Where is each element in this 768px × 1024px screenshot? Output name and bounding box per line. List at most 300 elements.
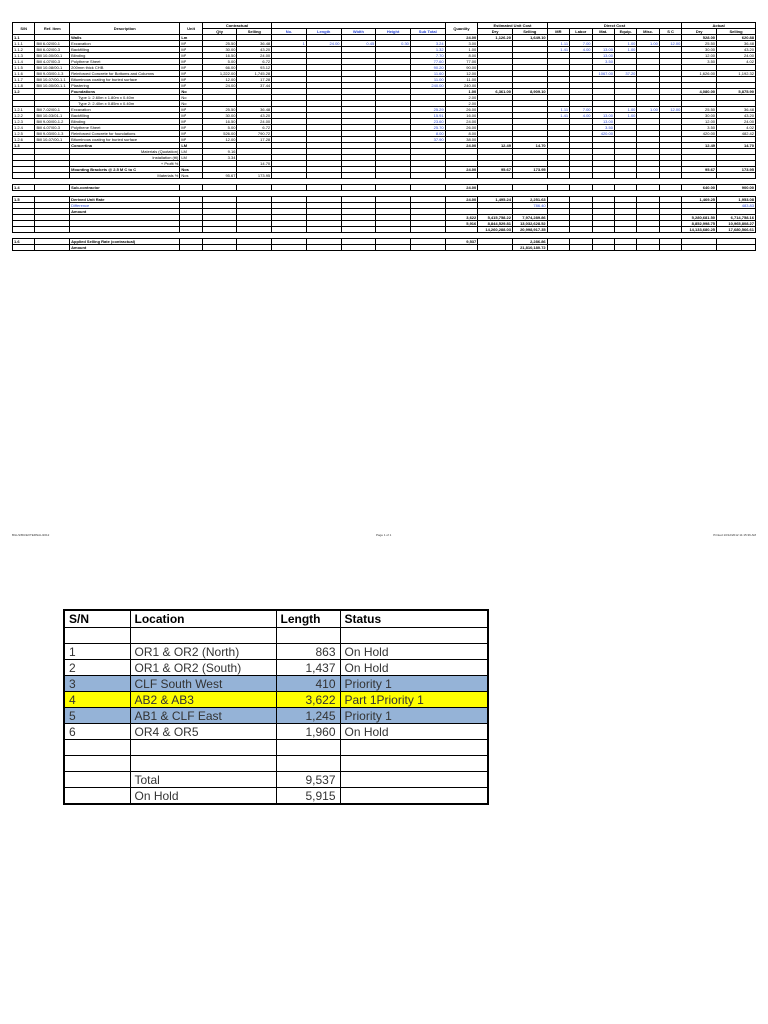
cell-act-selling: 1,192.32: [717, 71, 756, 77]
cell-quantity: 24.00: [445, 35, 478, 41]
summary-cell-location: AB1 & CLF East: [130, 708, 276, 724]
cell-sn: 1.2: [13, 89, 35, 95]
cell-sn: 1.1.8: [13, 83, 35, 89]
cell-ref: Bill 10-03/01-1: [35, 113, 70, 119]
cell-act-dry: 3.50: [682, 59, 717, 65]
cell-est-selling: 7,974,289.86: [512, 215, 547, 221]
footer-center: Page 1 of 1: [376, 533, 392, 537]
cell-contract-selling: 43.20: [237, 113, 272, 119]
summary-cell-location: OR1 & OR2 (South): [130, 660, 276, 676]
cell-act-dry: 95.67: [682, 167, 717, 173]
cell-equip: 1.00: [614, 41, 636, 47]
cell-equip: 37.20: [614, 71, 636, 77]
header-contractual: Contractual: [202, 23, 271, 29]
cell-contract-selling: 14.70: [237, 161, 272, 167]
cell-subtotal: 25.29: [410, 107, 445, 113]
cell-subtotal: 3.24: [410, 41, 445, 47]
summary-row: [64, 628, 488, 644]
summary-cell-sn: [64, 740, 130, 756]
cell-sn: 1.1.3: [13, 53, 35, 59]
cell-sn: 1.2.3: [13, 119, 35, 125]
summary-cell-location: OR4 & OR5: [130, 724, 276, 740]
summary-row: [64, 724, 488, 740]
cell-unit: M³: [180, 41, 202, 47]
header-misc: Misc.: [637, 29, 659, 35]
summary-cell-length: [276, 756, 340, 772]
cell-mr: 1.11: [547, 41, 569, 47]
cell-contract-selling: 93.12: [237, 65, 272, 71]
header-length: Length: [306, 29, 341, 35]
cell-subtotal: 240.00: [410, 83, 445, 89]
summary-row: [64, 676, 488, 692]
cell-act-selling: 24.00: [717, 119, 756, 125]
cell-sn: 1.6: [13, 239, 35, 245]
cell-est-selling: 13,032,628.52: [512, 221, 547, 227]
cell-no: [272, 245, 307, 251]
summary-body: [64, 628, 488, 805]
header-labor: Labor: [570, 29, 592, 35]
cell-sn: 1.1: [13, 35, 35, 41]
cell-contract-selling: 1,745.28: [237, 71, 272, 77]
cell-ref: Bill 4-07/00-3: [35, 59, 70, 65]
cell-contract-selling: 17.28: [237, 137, 272, 143]
summary-cell-sn: [64, 788, 130, 805]
cell-length: [306, 245, 341, 251]
header-mr: MR: [547, 29, 569, 35]
summary-cell-status: On Hold: [340, 660, 488, 676]
cell-ref: Bill 10-00/00-1: [35, 53, 70, 59]
cell-contract-qty: 25.50: [202, 107, 237, 113]
summary-cell-location: AB2 & AB3: [130, 692, 276, 708]
cell-sc: [659, 245, 682, 251]
cell-mat: 3.50: [592, 125, 614, 131]
summary-cell-sn: 6: [64, 724, 130, 740]
cell-act-dry: 5,280,681.50: [682, 215, 717, 221]
cell-unit: [180, 245, 202, 251]
cell-quantity: 2.00: [445, 95, 478, 101]
cell-quantity: [445, 245, 478, 251]
summary-cell-length: 5,915: [276, 788, 340, 805]
cell-act-dry: 4,080.00: [682, 89, 717, 95]
cell-ref: Bill 6-02/00-3: [35, 47, 70, 53]
cell-description: Plastering: [70, 83, 180, 89]
cell-description: Installation (ttl): [70, 155, 180, 161]
cell-sn: 1.1.5: [13, 65, 35, 71]
header-height: Height: [376, 29, 411, 35]
header-act-selling: Selling: [717, 29, 756, 35]
cell-labor: 4.00: [570, 47, 592, 53]
cell-act-dry: 30.00: [682, 47, 717, 53]
cell-mat: 13.00: [592, 47, 614, 53]
cell-sn: 1.2.5: [13, 131, 35, 137]
cell-act-dry: 640.00: [682, 185, 717, 191]
summary-cell-length: [276, 628, 340, 644]
cell-sn: 1.1.2: [13, 47, 35, 53]
cell-unit: No: [180, 101, 202, 107]
summary-cell-location: On Hold: [130, 788, 276, 805]
cell-quantity: 77.00: [445, 59, 478, 65]
cell-est-selling: 2,251.63: [512, 197, 547, 203]
cell-subtotal: 25.70: [410, 125, 445, 131]
cell-quantity: 16.00: [445, 113, 478, 119]
cell-act-dry: 420.00: [682, 131, 717, 137]
summary-cell-location: [130, 628, 276, 644]
cell-ref: Bill 10-07/00-1: [35, 137, 70, 143]
summary-cell-sn: [64, 772, 130, 788]
summary-cell-location: Total: [130, 772, 276, 788]
cell-description: Applied Selling Rate (contractual): [70, 239, 180, 245]
cell-act-selling: [717, 245, 756, 251]
cell-act-selling: 173.95: [717, 167, 756, 173]
cell-ref: Bill 9-03/00-1.3: [35, 71, 70, 77]
cell-mat: 1067.00: [592, 71, 614, 77]
cell-sn: 1.1.4: [13, 59, 35, 65]
summary-cell-location: CLF South West: [130, 676, 276, 692]
cell-est-selling: 21,810,180.72: [512, 245, 547, 251]
cell-contract-selling: 790.72: [237, 131, 272, 137]
cell-unit: M²: [180, 119, 202, 125]
cell-contract-selling: 37.44: [237, 83, 272, 89]
cell-description: Mounting Brackets @ 2.5 M C to C: [70, 167, 180, 173]
cell-mat: 420.00: [592, 131, 614, 137]
cell-act-dry: 25.50: [682, 107, 717, 113]
cell-contract-qty: 5.00: [202, 125, 237, 131]
cell-subtotal: 15.91: [410, 113, 445, 119]
header-act-dry: Dry: [682, 29, 717, 35]
cell-act-dry: 12.00: [682, 119, 717, 125]
cell-sn: 1.2.1: [13, 107, 35, 113]
header-quantity: Quantity: [445, 23, 478, 35]
summary-row: [64, 660, 488, 676]
cell-contract-qty: 30.00: [202, 47, 237, 53]
cost-breakdown-sheet: [12, 22, 756, 251]
summary-cell-status: [340, 756, 488, 772]
cell-description: Excavation: [70, 41, 180, 47]
cell-mat: [592, 245, 614, 251]
cell-sn: 1.2.6: [13, 137, 35, 143]
cell-unit: M³: [180, 71, 202, 77]
cell-est-selling: 2,286.86: [512, 239, 547, 245]
cell-ref: Bill 6-02/00-1: [35, 41, 70, 47]
cell-act-dry: [682, 245, 717, 251]
cell-contract-qty: 12.00: [202, 137, 237, 143]
cell-contract-qty: 16.50: [202, 53, 237, 59]
cell-contract-qty: 9.16: [202, 149, 237, 155]
cell-act-dry: 12.49: [682, 143, 717, 149]
cell-contract-qty: 95.67: [202, 173, 237, 179]
summary-cell-location: [130, 756, 276, 772]
cell-equip: 1.00: [614, 47, 636, 53]
cell-est-selling: 173.95: [512, 167, 547, 173]
cell-description: Amount: [70, 245, 180, 251]
cell-est-dry: 1,126.20: [478, 35, 513, 41]
cost-table-body: [13, 35, 756, 251]
cell-contract-selling: 24.00: [237, 53, 272, 59]
cell-no: 1: [272, 41, 307, 47]
cell-act-selling: 4.02: [717, 125, 756, 131]
cell-sn: 1.1.7: [13, 77, 35, 83]
cell-description: Polythene Sheet: [70, 125, 180, 131]
cell-description: Polythene Sheet: [70, 59, 180, 65]
cell-subtotal: 77.60: [410, 59, 445, 65]
cell-unit: M²: [180, 77, 202, 83]
summary-cell-sn: [64, 756, 130, 772]
cell-misc: [637, 245, 659, 251]
cell-contract-qty: 66.00: [202, 65, 237, 71]
cell-act-selling: 900.00: [717, 185, 756, 191]
summary-row: [64, 756, 488, 772]
cell-contract-selling: 36.48: [237, 41, 272, 47]
summary-cell-status: [340, 772, 488, 788]
cell-contract-qty: 5.00: [202, 59, 237, 65]
cell-sn: 1.3: [13, 143, 35, 149]
cell-act-dry: 14,133,680.25: [682, 227, 717, 233]
cell-equip: [614, 245, 636, 251]
cell-quantity: 1.00: [445, 47, 478, 53]
cell-description: Walls: [70, 35, 180, 41]
cell-description: Bituminous coating for buried surface: [70, 137, 180, 143]
cell-act-dry: 12.00: [682, 53, 717, 59]
summary-row: [64, 644, 488, 660]
cell-contract-selling: 24.00: [237, 119, 272, 125]
cell-unit: M³: [180, 131, 202, 137]
cell-contract-qty: 25.50: [202, 41, 237, 47]
summary-header-length: Length: [276, 610, 340, 628]
summary-cell-sn: 5: [64, 708, 130, 724]
summary-row: [64, 708, 488, 724]
cell-description: + Profit %: [70, 161, 180, 167]
cell-width: [341, 245, 376, 251]
cell-act-selling: 43.20: [717, 113, 756, 119]
cell-sn: 1.2.4: [13, 125, 35, 131]
summary-cell-status: Priority 1: [340, 708, 488, 724]
cell-quantity: 3,622: [445, 215, 478, 221]
summary-cell-sn: 3: [64, 676, 130, 692]
cell-quantity: 240.00: [445, 83, 478, 89]
cell-quantity: 24.00: [445, 143, 478, 149]
cell-ref: Bill 10-07/00-1.1: [35, 77, 70, 83]
cell-act-selling: 17,680,566.61: [717, 227, 756, 233]
summary-cell-status: [340, 740, 488, 756]
cell-quantity: 9,537: [445, 239, 478, 245]
cell-quantity: 26.00: [445, 107, 478, 113]
cell-description: Sub-contractor: [70, 185, 180, 191]
cell-sn: 1.1.1: [13, 41, 35, 47]
cell-act-selling: 5,875.90: [717, 89, 756, 95]
header-sn: S/N: [13, 23, 35, 35]
cell-description: Reinforced Concrete for foundations: [70, 131, 180, 137]
cell-quantity: 1.00: [445, 89, 478, 95]
cell-contract-selling: 36.48: [237, 107, 272, 113]
summary-cell-location: OR1 & OR2 (North): [130, 644, 276, 660]
location-summary-table: [63, 609, 489, 805]
header-contract-selling: Selling: [237, 29, 272, 35]
summary-cell-length: 1,437: [276, 660, 340, 676]
cell-sc: 12.00: [659, 41, 682, 47]
cell-description: Materials (Quotation): [70, 149, 180, 155]
cell-misc: 1.00: [637, 41, 659, 47]
header-width: Width: [341, 29, 376, 35]
summary-cell-location: [130, 740, 276, 756]
cell-sn: 1.5: [13, 197, 35, 203]
cell-act-selling: 1,953.08: [717, 197, 756, 203]
cell-est-selling: 8,909.10: [512, 89, 547, 95]
cell-est-dry: [478, 245, 513, 251]
cell-unit: LM: [180, 155, 202, 161]
cell-mr: 1.41: [547, 113, 569, 119]
cell-unit: LM: [180, 149, 202, 155]
cell-act-dry: 30.00: [682, 113, 717, 119]
summary-cell-status: Part 1Priority 1: [340, 692, 488, 708]
cell-description: Bituminous coating for buried surface: [70, 77, 180, 83]
cell-labor: 7.00: [570, 41, 592, 47]
cell-ref: Bill 9-00/00-1.2: [35, 119, 70, 125]
summary-cell-status: On Hold: [340, 644, 488, 660]
cell-contract-selling: 6.72: [237, 125, 272, 131]
cell-quantity: 24.00: [445, 167, 478, 173]
cell-est-dry: 95.67: [478, 167, 513, 173]
cell-unit: Lm: [180, 35, 202, 41]
cell-quantity: 5,916: [445, 221, 478, 227]
cell-description: Type 1: 2.60m x 1.80m x 0.40m: [70, 95, 180, 101]
cell-unit: Nos: [180, 173, 202, 179]
cell-misc: 1.00: [637, 107, 659, 113]
cell-sn: 1.1.6: [13, 71, 35, 77]
summary-cell-length: 3,622: [276, 692, 340, 708]
cell-act-selling: 4.02: [717, 59, 756, 65]
cell-labor: 7.00: [570, 107, 592, 113]
header-ref: Ref. Item: [35, 23, 70, 35]
cell-mat: 3.50: [592, 59, 614, 65]
cell-act-selling: 620.88: [717, 35, 756, 41]
cost-table-header: [13, 23, 756, 35]
cell-unit: No: [180, 89, 202, 95]
cell-act-selling: 36.48: [717, 41, 756, 47]
cell-subtotal: [410, 245, 445, 251]
cell-est-dry: 1,495.24: [478, 197, 513, 203]
cell-subtotal: 7.70: [410, 53, 445, 59]
cell-est-selling: 14.70: [512, 143, 547, 149]
summary-cell-sn: 4: [64, 692, 130, 708]
summary-cell-status: [340, 788, 488, 805]
cell-act-dry: 25.50: [682, 41, 717, 47]
cell-width: 0.45: [341, 41, 376, 47]
cell-mr: 1.11: [547, 107, 569, 113]
cell-est-dry: 8,844,529.81: [478, 221, 513, 227]
summary-cell-length: 1,245: [276, 708, 340, 724]
summary-cell-length: 9,537: [276, 772, 340, 788]
cell-labor: [570, 245, 592, 251]
cell-subtotal: 23.60: [410, 119, 445, 125]
summary-cell-length: 863: [276, 644, 340, 660]
cell-ref: Bill 9-03/00-1.3: [35, 131, 70, 137]
cell-sn: 1.2.2: [13, 113, 35, 119]
header-subtotal: Sub Total: [410, 29, 445, 35]
cell-quantity: 8.00: [445, 53, 478, 59]
cell-subtotal: 11.00: [410, 77, 445, 83]
footer-right: Printed 10/12/2012 11:15:36 AM: [713, 533, 756, 537]
cell-description: Blinding: [70, 119, 180, 125]
summary-cell-length: [276, 740, 340, 756]
cell-quantity: 38.00: [445, 137, 478, 143]
cell-contract-qty: 3.34: [202, 155, 237, 161]
cell-mat: 13.00: [592, 53, 614, 59]
cell-sn: 1.4: [13, 185, 35, 191]
cell-description: Blinding: [70, 53, 180, 59]
cell-act-dry: 528.00: [682, 35, 717, 41]
cell-act-selling: 10,965,808.27: [717, 221, 756, 227]
cell-unit: No: [180, 95, 202, 101]
header-est-selling: Selling: [512, 29, 547, 35]
cell-equip: 1.00: [614, 107, 636, 113]
cell-contract-selling: 43.20: [237, 47, 272, 53]
cell-subtotal: 90.20: [410, 65, 445, 71]
cell-quantity: 12.00: [445, 71, 478, 77]
summary-cell-sn: [64, 628, 130, 644]
cell-description: Foundations: [70, 89, 180, 95]
cell-act-dry: 1,469.25: [682, 197, 717, 203]
cell-description: Reinforced Concrete for Bottoms and Columns: [70, 71, 180, 77]
cell-quantity: 3.00: [445, 41, 478, 47]
cell-est-dry: 14,260,288.03: [478, 227, 513, 233]
cell-sc: 12.00: [659, 107, 682, 113]
cell-est-selling: 786.40: [512, 203, 547, 209]
cell-labor: 4.00: [570, 113, 592, 119]
cell-quantity: 24.00: [445, 185, 478, 191]
header-unit: Unit: [180, 23, 202, 35]
summary-header-sn: S/N: [64, 610, 130, 628]
summary-row: [64, 692, 488, 708]
cell-act-selling: 24.00: [717, 53, 756, 59]
header-no: No.: [272, 29, 307, 35]
cell-act-selling: 482.42: [717, 131, 756, 137]
cell-length: 24.00: [306, 41, 341, 47]
cell-unit: M²: [180, 65, 202, 71]
cell-est-dry: 12.49: [478, 143, 513, 149]
cell-ref: Bill 10-08/00-1: [35, 65, 70, 71]
header-est-dry: Dry: [478, 29, 513, 35]
cell-contract-selling: 17.28: [237, 77, 272, 83]
summary-cell-sn: 2: [64, 660, 130, 676]
cost-breakdown-table: [12, 22, 756, 251]
cell-mr: [547, 245, 569, 251]
cell-act-selling: 6,714,758.16: [717, 215, 756, 221]
cell-unit: M³: [180, 47, 202, 53]
cell-est-dry: 5,415,758.22: [478, 215, 513, 221]
header-actual: Actual: [682, 23, 756, 29]
cell-ref: Bill 7-02/00-1: [35, 107, 70, 113]
cell-est-selling: 20,998,917.35: [512, 227, 547, 233]
cell-mr: 1.41: [547, 47, 569, 53]
cell-contract-qty: [202, 245, 237, 251]
cell-description: Backfilling: [70, 47, 180, 53]
cell-quantity: 11.00: [445, 77, 478, 83]
header-sc: S C: [659, 29, 682, 35]
cell-act-dry: 1,626.00: [682, 71, 717, 77]
cell-subtotal: 37.90: [410, 137, 445, 143]
header-direct-cost: Direct Cost: [547, 23, 682, 29]
cell-act-selling: 43.20: [717, 47, 756, 53]
summary-header-status: Status: [340, 610, 488, 628]
cell-unit: LM: [180, 143, 202, 149]
footer-left: BILLS/BU/EXTERNAL/2012: [12, 533, 50, 537]
summary-cell-status: On Hold: [340, 724, 488, 740]
cell-contract-qty: 12.00: [202, 77, 237, 83]
cell-unit: Nos: [180, 167, 202, 173]
summary-cell-length: 410: [276, 676, 340, 692]
cell-contract-qty: 30.00: [202, 113, 237, 119]
summary-row: [64, 740, 488, 756]
